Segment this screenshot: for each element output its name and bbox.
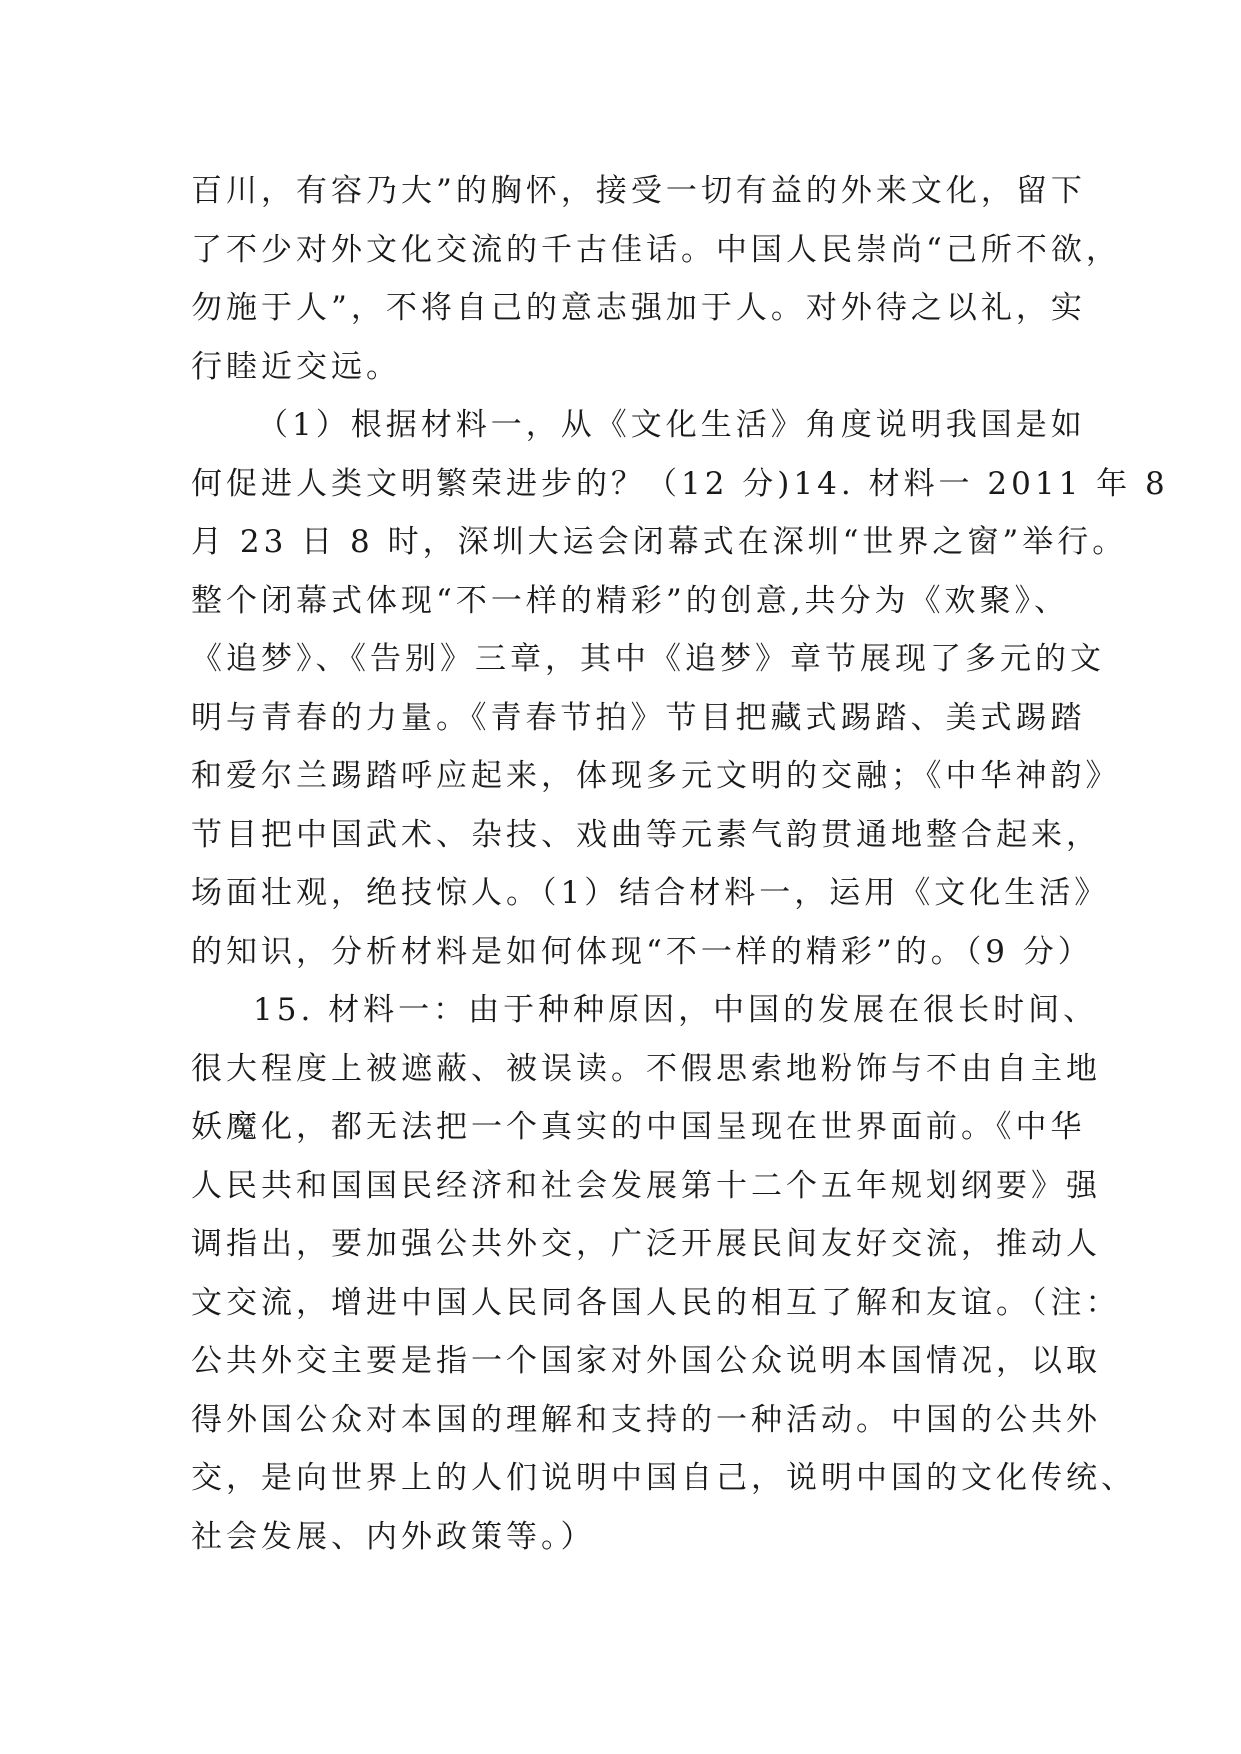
text-line: 百川，有容乃大”的胸怀，接受一切有益的外来文化，留下: [191, 173, 1086, 209]
text-line: 社会发展、内外政策等。）: [191, 1518, 596, 1555]
text-line: 行睦近交远。: [191, 348, 401, 385]
text-line: 明与青春的力量。《青春节拍》节目把藏式踢踏、美式踢踏: [191, 699, 1086, 736]
text-line: 《追梦》、《告别》三章，其中《追梦》章节展现了多元的文: [191, 641, 1105, 677]
question-1-text: （1）根据材料一，从《文化生活》角度说明我国是如: [257, 407, 1086, 443]
text-line: 场面壮观，绝技惊人。（1）结合材料一，运用《文化生活》: [191, 875, 1110, 911]
text-line: 了不少对外文化交流的千古佳话。中国人民崇尚“己所不欲，: [191, 231, 1121, 268]
text-line: 的知识，分析材料是如何体现“不一样的精彩”的。（9 分）: [191, 933, 1093, 970]
text-line: 节目把中国武术、杂技、戏曲等元素气韵贯通地整合起来，: [191, 816, 1101, 853]
text-line: 整个闭幕式体现“不一样的精彩”的创意,共分为《欢聚》、: [191, 582, 1070, 619]
text-line: 妖魔化，都无法把一个真实的中国呈现在世界面前。《中华: [191, 1109, 1086, 1145]
text-line: 很大程度上被遮蔽、被误读。不假思索地粉饰与不由自主地: [191, 1050, 1101, 1087]
text-line: 月 23 日 8 时，深圳大运会闭幕式在深圳“世界之窗”举行。: [191, 524, 1128, 560]
text-line: 人民共和国国民经济和社会发展第十二个五年规划纲要》强: [191, 1167, 1101, 1204]
text-line: 调指出，要加强公共外交，广泛开展民间友好交流，推动人: [191, 1226, 1101, 1262]
question-15-heading: 15. 材料一：由于种种原因，中国的发展在很长时间、: [253, 992, 1099, 1028]
text-line: 交，是向世界上的人们说明中国自己，说明中国的文化传统、: [191, 1460, 1136, 1496]
text-line: 和爱尔兰踢踏呼应起来，体现多元文明的交融；《中华神韵》: [191, 758, 1121, 794]
text-line: 得外国公众对本国的理解和支持的一种活动。中国的公共外: [191, 1401, 1101, 1438]
text-line: 勿施于人”，不将自己的意志强加于人。对外待之以礼，实: [191, 290, 1086, 326]
text-line: 公共外交主要是指一个国家对外国公众说明本国情况，以取: [191, 1343, 1101, 1379]
text-line: 文交流，增进中国人民同各国人民的相互了解和友谊。（注：: [191, 1284, 1121, 1321]
text-line: 何促进人类文明繁荣进步的？（12 分)14. 材料一 2011 年 8: [191, 465, 1169, 502]
document-body: [191, 162, 1169, 1566]
